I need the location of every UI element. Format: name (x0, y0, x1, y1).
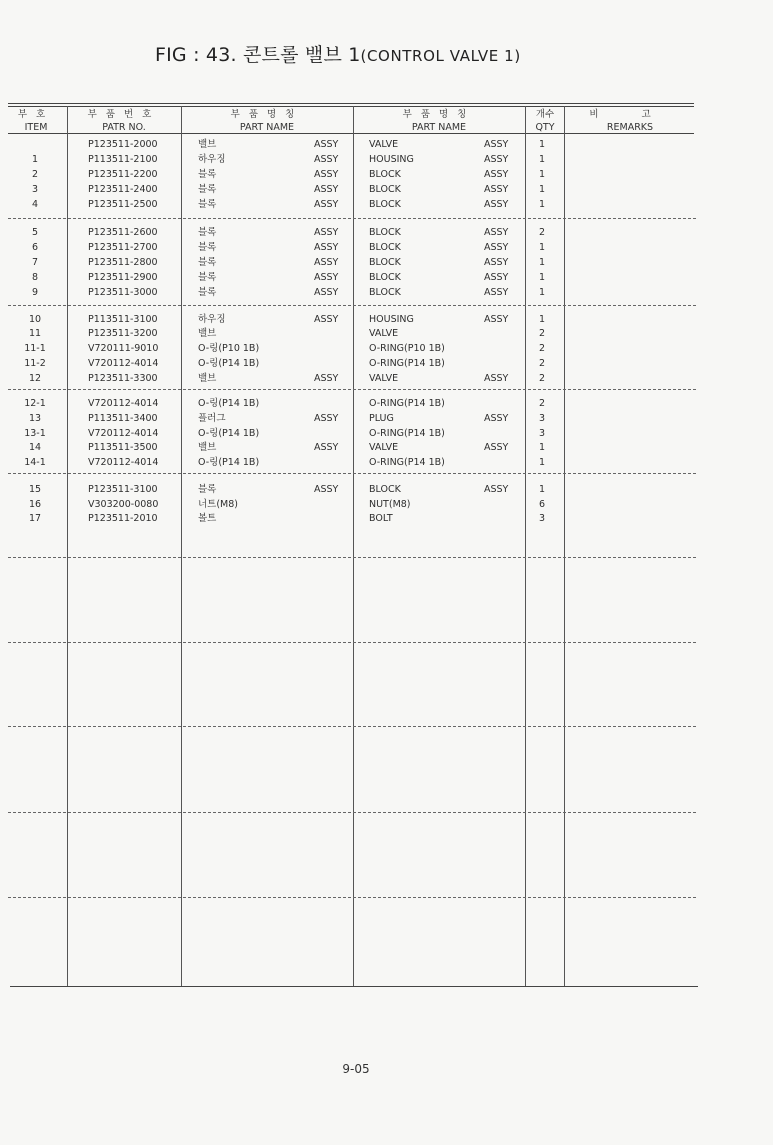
part-name-en-cell: BLOCK (369, 257, 401, 268)
part-no-cell: V720111-9010 (88, 343, 159, 354)
part-name-ko-cell: 밸브 (198, 442, 217, 453)
qty-cell: 2 (538, 227, 546, 238)
header-qty-ko: 개수 (535, 109, 555, 120)
page-title-sub: (CONTROL VALVE 1) (360, 47, 521, 65)
part-name-ko-cell: O-링(P14 1B) (198, 398, 260, 409)
part-name-en-cell: PLUG (369, 413, 394, 424)
qty-cell: 1 (538, 242, 546, 253)
part-no-cell: P113511-2100 (88, 154, 158, 165)
part-name-en-cell: O-RING(P14 1B) (369, 457, 445, 468)
part-name-en-cell: NUT(M8) (369, 499, 411, 510)
part-name-en-cell: VALVE (369, 328, 399, 339)
qty-cell: 2 (538, 358, 546, 369)
assy-ko-cell: ASSY (314, 287, 339, 298)
group-separator (8, 218, 696, 219)
qty-cell: 1 (538, 139, 546, 150)
item-cell: 13 (28, 413, 42, 424)
item-cell: 14-1 (24, 457, 46, 468)
assy-ko-cell: ASSY (314, 314, 339, 325)
group-separator (8, 726, 696, 727)
header-item-en: ITEM (24, 122, 48, 133)
table-top-border-inner (8, 106, 694, 107)
qty-cell: 3 (538, 513, 546, 524)
group-separator (8, 473, 696, 474)
item-cell: 11-2 (24, 358, 46, 369)
column-divider (564, 106, 565, 986)
qty-cell: 1 (538, 272, 546, 283)
header-remarks-ko: 비 고 (589, 109, 671, 120)
item-cell: 16 (28, 499, 42, 510)
part-no-cell: V303200-0080 (88, 499, 159, 510)
part-name-ko-cell: 밸브 (198, 373, 217, 384)
qty-cell: 1 (538, 199, 546, 210)
item-cell: 7 (31, 257, 39, 268)
assy-en-cell: ASSY (484, 169, 509, 180)
qty-cell: 1 (538, 484, 546, 495)
assy-ko-cell: ASSY (314, 272, 339, 283)
assy-ko-cell: ASSY (314, 242, 339, 253)
qty-cell: 1 (538, 457, 546, 468)
header-remarks (566, 108, 694, 134)
group-separator (8, 389, 696, 390)
assy-en-cell: ASSY (484, 287, 509, 298)
qty-cell: 3 (538, 428, 546, 439)
header-qty-en: QTY (535, 122, 555, 133)
group-separator (8, 642, 696, 643)
item-cell: 5 (31, 227, 39, 238)
part-name-ko-cell: 블록 (198, 272, 217, 283)
column-divider (181, 106, 182, 986)
qty-cell: 1 (538, 257, 546, 268)
item-cell: 1 (31, 154, 39, 165)
item-cell: 2 (31, 169, 39, 180)
header-part-name-ko (184, 108, 350, 134)
part-name-ko-cell: 블록 (198, 227, 217, 238)
table-bottom-border (10, 986, 698, 987)
part-name-ko-cell: 블록 (198, 184, 217, 195)
part-name-en-cell: VALVE (369, 373, 399, 384)
qty-cell: 1 (538, 184, 546, 195)
part-name-ko-cell: 하우징 (198, 154, 226, 165)
item-cell: 9 (31, 287, 39, 298)
item-cell: 11-1 (24, 343, 46, 354)
header-item-ko: 부호 (17, 109, 55, 120)
part-no-cell: P123511-2800 (88, 257, 158, 268)
part-no-cell: P123511-3300 (88, 373, 158, 384)
assy-en-cell: ASSY (484, 484, 509, 495)
assy-ko-cell: ASSY (314, 169, 339, 180)
assy-ko-cell: ASSY (314, 184, 339, 195)
item-cell: 10 (28, 314, 42, 325)
part-name-ko-cell: 하우징 (198, 314, 226, 325)
part-no-cell: P113511-3500 (88, 442, 158, 453)
part-no-cell: V720112-4014 (88, 428, 159, 439)
part-name-ko-cell: 블록 (198, 257, 217, 268)
assy-ko-cell: ASSY (314, 257, 339, 268)
item-cell: 4 (31, 199, 39, 210)
header-qty (526, 108, 564, 134)
part-no-cell: V720112-4014 (88, 398, 159, 409)
assy-ko-cell: ASSY (314, 442, 339, 453)
assy-en-cell: ASSY (484, 314, 509, 325)
part-name-en-cell: BLOCK (369, 287, 401, 298)
part-no-cell: P123511-2700 (88, 242, 158, 253)
column-divider (67, 106, 68, 986)
qty-cell: 1 (538, 442, 546, 453)
assy-ko-cell: ASSY (314, 413, 339, 424)
part-no-cell: P123511-2500 (88, 199, 158, 210)
item-cell: 3 (31, 184, 39, 195)
item-cell: 14 (28, 442, 42, 453)
header-part-no-en: PATR NO. (102, 122, 146, 133)
part-no-cell: P123511-2010 (88, 513, 158, 524)
part-no-cell: P123511-2000 (88, 139, 158, 150)
item-cell: 11 (28, 328, 42, 339)
group-separator (8, 305, 696, 306)
part-no-cell: P123511-2400 (88, 184, 158, 195)
qty-cell: 1 (538, 169, 546, 180)
part-name-ko-cell: O-링(P14 1B) (198, 358, 260, 369)
part-name-en-cell: BLOCK (369, 272, 401, 283)
qty-cell: 1 (538, 314, 546, 325)
header-part-name-en-ko: 부품명칭 (402, 109, 476, 120)
column-divider (525, 106, 526, 986)
assy-en-cell: ASSY (484, 154, 509, 165)
part-no-cell: P123511-3000 (88, 287, 158, 298)
part-name-ko-cell: 블록 (198, 199, 217, 210)
assy-ko-cell: ASSY (314, 139, 339, 150)
part-no-cell: V720112-4014 (88, 358, 159, 369)
header-part-no-ko: 부품번호 (87, 109, 161, 120)
part-no-cell: P123511-3200 (88, 328, 158, 339)
part-name-en-cell: BLOCK (369, 184, 401, 195)
group-separator (8, 557, 696, 558)
part-name-ko-cell: 플러그 (198, 413, 226, 424)
part-name-ko-cell: O-링(P14 1B) (198, 457, 260, 468)
part-name-en-cell: O-RING(P14 1B) (369, 428, 445, 439)
assy-en-cell: ASSY (484, 199, 509, 210)
item-cell: 12 (28, 373, 42, 384)
header-part-name-en (356, 108, 522, 134)
qty-cell: 3 (538, 413, 546, 424)
part-name-ko-cell: O-링(P10 1B) (198, 343, 260, 354)
assy-ko-cell: ASSY (314, 154, 339, 165)
assy-en-cell: ASSY (484, 413, 509, 424)
qty-cell: 6 (538, 499, 546, 510)
part-name-en-cell: BLOCK (369, 484, 401, 495)
part-no-cell: P113511-3100 (88, 314, 158, 325)
item-cell: 13-1 (24, 428, 46, 439)
group-separator (8, 897, 696, 898)
assy-ko-cell: ASSY (314, 373, 339, 384)
item-cell: 17 (28, 513, 42, 524)
assy-ko-cell: ASSY (314, 227, 339, 238)
column-divider (353, 106, 354, 986)
part-name-en-cell: O-RING(P14 1B) (369, 358, 445, 369)
part-name-ko-cell: 블록 (198, 169, 217, 180)
part-name-en-cell: VALVE (369, 442, 399, 453)
part-no-cell: P113511-3400 (88, 413, 158, 424)
part-name-ko-cell: 블록 (198, 484, 217, 495)
qty-cell: 1 (538, 154, 546, 165)
part-name-ko-cell: 밸브 (198, 139, 217, 150)
header-remarks-en: REMARKS (606, 122, 654, 133)
header-part-name-ko-ko: 부품명칭 (230, 109, 304, 120)
item-cell: 15 (28, 484, 42, 495)
page-number: 9-05 (342, 1062, 370, 1076)
page-title-main: FIG : 43. 콘트롤 밸브 1 (155, 44, 361, 66)
part-no-cell: P123511-2600 (88, 227, 158, 238)
part-no-cell: P123511-3100 (88, 484, 158, 495)
assy-en-cell: ASSY (484, 272, 509, 283)
group-separator (8, 812, 696, 813)
table-top-border (8, 103, 694, 104)
part-no-cell: P123511-2900 (88, 272, 158, 283)
part-name-en-cell: O-RING(P14 1B) (369, 398, 445, 409)
part-name-ko-cell: 블록 (198, 287, 217, 298)
part-name-en-cell: HOUSING (369, 314, 414, 325)
assy-ko-cell: ASSY (314, 199, 339, 210)
part-name-ko-cell: 볼트 (198, 513, 217, 524)
item-cell: 12-1 (24, 398, 46, 409)
part-name-en-cell: HOUSING (369, 154, 414, 165)
assy-en-cell: ASSY (484, 257, 509, 268)
assy-en-cell: ASSY (484, 227, 509, 238)
assy-en-cell: ASSY (484, 373, 509, 384)
part-name-ko-cell: 블록 (198, 242, 217, 253)
item-cell: 8 (31, 272, 39, 283)
part-no-cell: V720112-4014 (88, 457, 159, 468)
header-part-no (70, 108, 178, 134)
qty-cell: 2 (538, 373, 546, 384)
qty-cell: 2 (538, 343, 546, 354)
part-name-en-cell: BLOCK (369, 169, 401, 180)
part-name-en-cell: BLOCK (369, 227, 401, 238)
assy-en-cell: ASSY (484, 442, 509, 453)
header-item (10, 108, 62, 134)
qty-cell: 2 (538, 398, 546, 409)
assy-en-cell: ASSY (484, 242, 509, 253)
qty-cell: 1 (538, 287, 546, 298)
part-name-ko-cell: 밸브 (198, 328, 217, 339)
part-name-ko-cell: O-링(P14 1B) (198, 428, 260, 439)
part-name-en-cell: BOLT (369, 513, 393, 524)
header-part-name-en-en: PART NAME (411, 122, 467, 133)
item-cell: 6 (31, 242, 39, 253)
assy-en-cell: ASSY (484, 139, 509, 150)
part-name-ko-cell: 너트(M8) (198, 499, 239, 510)
part-no-cell: P123511-2200 (88, 169, 158, 180)
assy-en-cell: ASSY (484, 184, 509, 195)
part-name-en-cell: BLOCK (369, 199, 401, 210)
qty-cell: 2 (538, 328, 546, 339)
assy-ko-cell: ASSY (314, 484, 339, 495)
part-name-en-cell: VALVE (369, 139, 399, 150)
header-part-name-ko-en: PART NAME (239, 122, 295, 133)
part-name-en-cell: O-RING(P10 1B) (369, 343, 445, 354)
part-name-en-cell: BLOCK (369, 242, 401, 253)
